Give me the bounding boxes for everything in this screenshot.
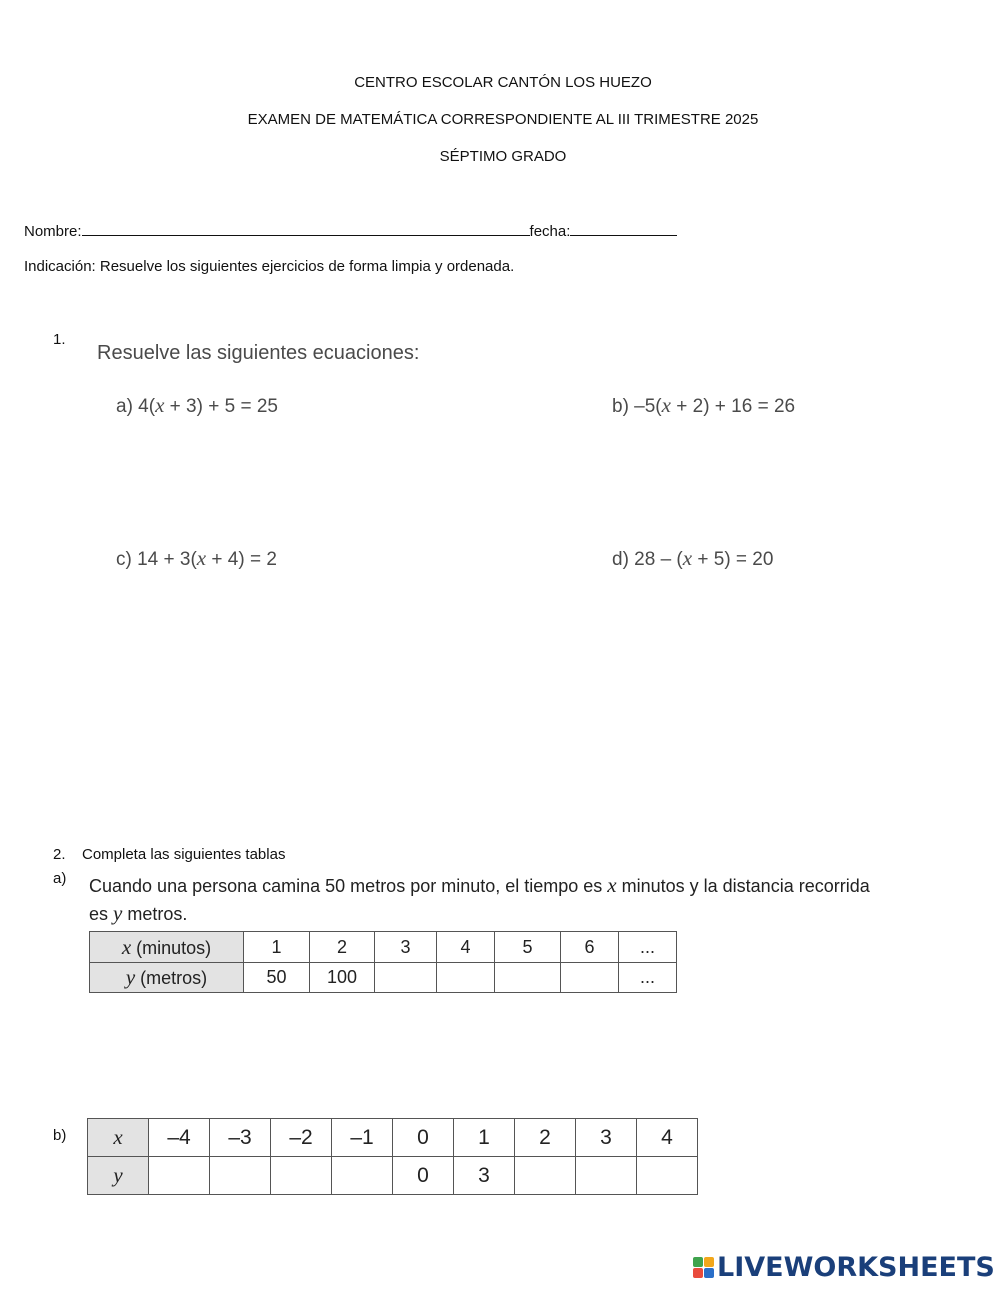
equation-b: b) –5(x + 2) + 16 = 26 xyxy=(612,393,796,417)
equation-d: d) 28 – (x + 5) = 20 xyxy=(612,546,774,570)
table-a-input-cell[interactable] xyxy=(495,963,561,993)
q2b-label: b) xyxy=(53,1127,67,1144)
table-a-cell: 5 xyxy=(495,932,561,963)
table-a-input-cell[interactable] xyxy=(561,963,619,993)
table-b-input-cell[interactable] xyxy=(149,1157,210,1195)
liveworksheets-logo-text: LIVEWORKSHEETS xyxy=(717,1252,995,1283)
school-name: CENTRO ESCOLAR CANTÓN LOS HUEZO xyxy=(354,74,652,91)
table-b-input-cell[interactable] xyxy=(576,1157,637,1195)
table-b-y-header: y xyxy=(88,1157,149,1195)
table-b-x-header: x xyxy=(88,1119,149,1157)
table-b-cell: 3 xyxy=(454,1157,515,1195)
liveworksheets-logo xyxy=(693,1252,995,1283)
table-b-input-cell[interactable] xyxy=(637,1157,698,1195)
table-b-input-cell[interactable] xyxy=(271,1157,332,1195)
table-a xyxy=(89,931,677,993)
table-a-cell: ... xyxy=(619,963,677,993)
table-b-cell: 3 xyxy=(576,1119,637,1157)
instruction: Indicación: Resuelve los siguientes ejercicios de forma limpia y ordenada. xyxy=(24,258,515,275)
table-b-input-cell[interactable] xyxy=(332,1157,393,1195)
name-date-line xyxy=(24,221,677,240)
table-a-cell: 4 xyxy=(437,932,495,963)
table-b-cell: 4 xyxy=(637,1119,698,1157)
table-b xyxy=(87,1118,698,1195)
q1-title: Resuelve las siguientes ecuaciones: xyxy=(97,342,420,364)
q1-number: 1. xyxy=(53,331,66,348)
grade-title: SÉPTIMO GRADO xyxy=(439,148,567,165)
table-b-cell: –2 xyxy=(271,1119,332,1157)
table-a-x-header: x (minutos) xyxy=(90,932,244,963)
table-b-input-cell[interactable] xyxy=(210,1157,271,1195)
table-b-cell: 2 xyxy=(515,1119,576,1157)
equation-a: a) 4(x + 3) + 5 = 25 xyxy=(116,393,278,417)
table-b-cell: 1 xyxy=(454,1119,515,1157)
table-b-cell: –3 xyxy=(210,1119,271,1157)
q2-title: Completa las siguientes tablas xyxy=(82,846,286,863)
name-label: Nombre: xyxy=(24,223,82,240)
table-a-y-header: y (metros) xyxy=(90,963,244,993)
table-b-cell: 0 xyxy=(393,1119,454,1157)
date-field[interactable] xyxy=(570,221,677,236)
q2-number: 2. xyxy=(53,846,66,863)
table-a-cell: 6 xyxy=(561,932,619,963)
table-a-cell: 100 xyxy=(310,963,375,993)
exam-title: EXAMEN DE MATEMÁTICA CORRESPONDIENTE AL III TRIMESTRE 2025 xyxy=(247,111,759,128)
name-field[interactable] xyxy=(82,221,530,236)
q2a-label: a) xyxy=(53,870,67,887)
table-a-cell: ... xyxy=(619,932,677,963)
date-label: fecha: xyxy=(529,223,571,240)
equation-c: c) 14 + 3(x + 4) = 2 xyxy=(116,546,277,570)
liveworksheets-logo-icon xyxy=(693,1257,715,1279)
table-b-input-cell[interactable] xyxy=(515,1157,576,1195)
table-b-cell: 0 xyxy=(393,1157,454,1195)
table-a-input-cell[interactable] xyxy=(375,963,437,993)
table-a-input-cell[interactable] xyxy=(437,963,495,993)
q2a-statement: Cuando una persona camina 50 metros por minuto, el tiempo es x minutos y la distancia recorrida es y metros. xyxy=(89,873,870,925)
table-a-cell: 1 xyxy=(244,932,310,963)
table-a-cell: 50 xyxy=(244,963,310,993)
table-b-cell: –4 xyxy=(149,1119,210,1157)
table-a-cell: 2 xyxy=(310,932,375,963)
table-a-cell: 3 xyxy=(375,932,437,963)
table-b-cell: –1 xyxy=(332,1119,393,1157)
